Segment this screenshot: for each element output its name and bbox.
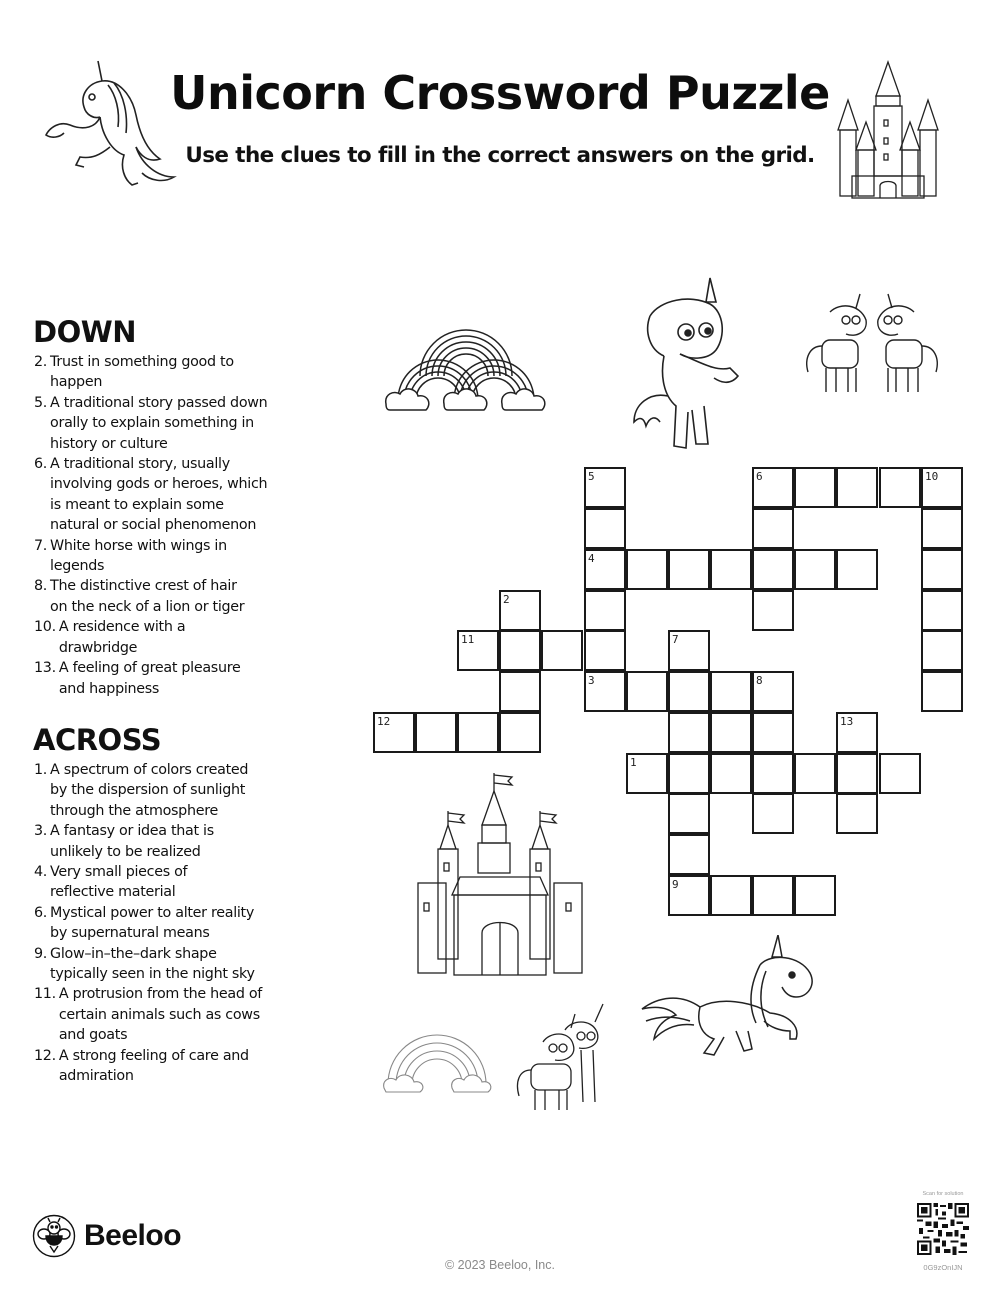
cell-letter-input[interactable] [586, 632, 624, 669]
grid-cell[interactable] [668, 793, 710, 834]
grid-cell[interactable] [626, 753, 668, 794]
cell-letter-input[interactable] [586, 510, 624, 547]
grid-cell[interactable] [710, 671, 752, 712]
cell-letter-input[interactable] [796, 469, 834, 506]
cell-letter-input[interactable] [754, 673, 792, 710]
across-clue-1: 1. A spectrum of colors created by the dispersion of sunlight through the atmosphere [34, 762, 249, 819]
grid-cell[interactable] [921, 630, 963, 671]
cell-letter-input[interactable] [417, 714, 455, 751]
cell-letter-input[interactable] [923, 510, 961, 547]
across-clue-6: 6. Mystical power to alter reality by supernatural means [34, 904, 255, 942]
grid-cell[interactable] [499, 671, 541, 712]
down-clue-5: 5. A traditional story passed down orally to explain something in history or culture [34, 394, 268, 452]
across-clue-9: 9. Glow–in–the–dark shape typically seen in the night sky [34, 945, 255, 983]
across-clue-3: 3. A fantasy or idea that is unlikely to be realized [34, 823, 214, 860]
down-heading: DOWN [33, 315, 136, 349]
cell-letter-input[interactable] [628, 673, 666, 710]
grid-cell[interactable] [626, 549, 668, 590]
cell-letter-input[interactable] [754, 551, 792, 588]
grid-cell[interactable] [879, 753, 921, 794]
cell-letter-input[interactable] [754, 795, 792, 832]
grid-cell[interactable] [836, 793, 878, 834]
grid-cell[interactable] [584, 590, 626, 631]
brand-name: Beeloo [84, 1219, 182, 1252]
page-subtitle: Use the clues to fill in the correct answers on the grid. [185, 143, 815, 168]
grid-cell[interactable] [626, 671, 668, 712]
copyright: © 2023 Beeloo, Inc. [445, 1258, 555, 1272]
cell-letter-input[interactable] [712, 551, 750, 588]
clue-number: 5 [588, 470, 595, 483]
cell-letter-input[interactable] [796, 755, 834, 792]
clue-number: 11 [461, 633, 475, 646]
grid-cell[interactable] [752, 753, 794, 794]
page-title: Unicorn Crossword Puzzle [170, 66, 830, 120]
cell-letter-input[interactable] [754, 510, 792, 547]
beeloo-logo [32, 1214, 181, 1258]
grid-cell[interactable] [836, 712, 878, 753]
cell-letter-input[interactable] [586, 551, 624, 588]
cell-letter-input[interactable] [712, 877, 750, 914]
clue-number: 6 [756, 470, 763, 483]
cell-letter-input[interactable] [923, 673, 961, 710]
grid-cell[interactable] [921, 508, 963, 549]
grid-cell[interactable] [668, 630, 710, 671]
cell-letter-input[interactable] [586, 673, 624, 710]
across-clue-12: 12. A strong feeling of care and admiration [34, 1047, 249, 1085]
grid-cell[interactable] [584, 508, 626, 549]
cell-letter-input[interactable] [881, 469, 919, 506]
grid-cell[interactable] [794, 875, 836, 916]
unicorn-standing-icon [630, 276, 748, 460]
cell-letter-input[interactable] [670, 836, 708, 873]
grid-cell[interactable] [710, 753, 752, 794]
rainbow-outline-icon [382, 1024, 492, 1094]
cell-letter-input[interactable] [501, 632, 539, 669]
grid-cell[interactable] [794, 753, 836, 794]
cell-letter-input[interactable] [670, 714, 708, 751]
grid-cell[interactable] [373, 712, 415, 753]
cell-letter-input[interactable] [459, 632, 497, 669]
clue-number: 7 [672, 633, 679, 646]
grid-cell[interactable] [584, 467, 626, 508]
cell-letter-input[interactable] [754, 592, 792, 629]
cell-letter-input[interactable] [501, 592, 539, 629]
across-clue-11: 11. A protrusion from the head of certain animals such as cows and goats [34, 986, 263, 1044]
grid-cell[interactable] [836, 549, 878, 590]
grid-cell[interactable] [457, 630, 499, 671]
cell-letter-input[interactable] [375, 714, 413, 751]
grid-cell[interactable] [499, 630, 541, 671]
grid-cell[interactable] [879, 467, 921, 508]
grid-cell[interactable] [668, 753, 710, 794]
grid-cell[interactable] [710, 712, 752, 753]
triple-rainbow-icon [384, 320, 548, 414]
grid-cell[interactable] [415, 712, 457, 753]
cell-letter-input[interactable] [712, 755, 750, 792]
grid-cell[interactable] [752, 671, 794, 712]
cell-letter-input[interactable] [670, 673, 708, 710]
cell-letter-input[interactable] [543, 632, 581, 669]
cell-letter-input[interactable] [586, 469, 624, 506]
clue-number: 10 [925, 470, 939, 483]
cell-letter-input[interactable] [670, 755, 708, 792]
grid-cell[interactable] [668, 549, 710, 590]
down-clue-7: 7. White horse with wings in legends [34, 537, 227, 575]
across-clues [34, 722, 314, 1087]
cell-letter-input[interactable] [754, 714, 792, 751]
grid-cell[interactable] [584, 671, 626, 712]
cell-letter-input[interactable] [712, 673, 750, 710]
grid-cell[interactable] [668, 671, 710, 712]
cell-letter-input[interactable] [628, 755, 666, 792]
across-clue-4: 4. Very small pieces of reflective material [34, 864, 188, 901]
grid-cell[interactable] [752, 590, 794, 631]
grid-cell[interactable] [668, 712, 710, 753]
grid-cell[interactable] [584, 630, 626, 671]
down-clue-10: 10. A residence with a drawbridge [34, 619, 186, 656]
cell-letter-input[interactable] [923, 469, 961, 506]
grid-cell[interactable] [794, 549, 836, 590]
cell-letter-input[interactable] [586, 592, 624, 629]
cell-letter-input[interactable] [754, 469, 792, 506]
bee-icon [32, 1214, 76, 1258]
down-clue-6: 6. A traditional story, usually involving gods or heroes, which is meant to explain some natural or social phenomenon [34, 456, 268, 534]
cell-letter-input[interactable] [501, 673, 539, 710]
cell-letter-input[interactable] [923, 632, 961, 669]
grid-cell[interactable] [836, 753, 878, 794]
cell-letter-input[interactable] [923, 551, 961, 588]
cell-letter-input[interactable] [501, 714, 539, 751]
cell-letter-input[interactable] [838, 714, 876, 751]
down-clue-13: 13. A feeling of great pleasure and happiness [34, 660, 241, 697]
down-clue-8: 8. The distinctive crest of hair on the neck of a lion or tiger [34, 578, 245, 615]
cell-letter-input[interactable] [881, 755, 919, 792]
cell-letter-input[interactable] [923, 592, 961, 629]
cell-letter-input[interactable] [670, 877, 708, 914]
grid-cell[interactable] [457, 712, 499, 753]
two-unicorns-icon [800, 292, 944, 400]
grid-cell[interactable] [668, 875, 710, 916]
grid-cell[interactable] [921, 549, 963, 590]
castle-large-icon [416, 773, 586, 979]
qr-code-icon[interactable] [917, 1203, 969, 1255]
clue-number: 3 [588, 674, 595, 687]
clue-number: 9 [672, 878, 679, 891]
grid-cell[interactable] [584, 549, 626, 590]
grid-cell[interactable] [499, 590, 541, 631]
grid-cell[interactable] [921, 590, 963, 631]
grid-cell[interactable] [794, 467, 836, 508]
qr-code-text: 0G9zOnIJN [923, 1263, 963, 1272]
clue-number: 8 [756, 674, 763, 687]
grid-cell[interactable] [541, 630, 583, 671]
cell-letter-input[interactable] [670, 632, 708, 669]
grid-cell[interactable] [921, 671, 963, 712]
cell-letter-input[interactable] [712, 714, 750, 751]
cell-letter-input[interactable] [670, 551, 708, 588]
cell-letter-input[interactable] [628, 551, 666, 588]
qr-caption: Scan for solution [922, 1191, 964, 1197]
grid-cell[interactable] [752, 875, 794, 916]
cell-letter-input[interactable] [796, 877, 834, 914]
cell-letter-input[interactable] [754, 877, 792, 914]
cell-letter-input[interactable] [670, 795, 708, 832]
clue-number: 4 [588, 552, 595, 565]
down-clue-2: 2. Trust in something good to happen [34, 354, 234, 391]
grid-cell[interactable] [836, 467, 878, 508]
grid-cell[interactable] [752, 712, 794, 753]
cell-letter-input[interactable] [838, 551, 876, 588]
grid-cell[interactable] [752, 508, 794, 549]
grid-cell[interactable] [921, 467, 963, 508]
grid-cell[interactable] [752, 549, 794, 590]
clue-number: 1 [630, 756, 637, 769]
grid-cell[interactable] [752, 467, 794, 508]
cell-letter-input[interactable] [838, 755, 876, 792]
unicorn-running-icon [640, 935, 824, 1057]
grid-cell[interactable] [499, 712, 541, 753]
cell-letter-input[interactable] [838, 795, 876, 832]
unicorn-pair-small-icon [515, 1002, 609, 1114]
clue-number: 12 [377, 715, 391, 728]
across-heading: ACROSS [33, 723, 162, 757]
grid-cell[interactable] [710, 549, 752, 590]
clue-number: 13 [840, 715, 854, 728]
cell-letter-input[interactable] [754, 755, 792, 792]
cell-letter-input[interactable] [796, 551, 834, 588]
cell-letter-input[interactable] [838, 469, 876, 506]
grid-cell[interactable] [710, 875, 752, 916]
cell-letter-input[interactable] [459, 714, 497, 751]
down-clues [34, 314, 314, 699]
clue-number: 2 [503, 593, 510, 606]
grid-cell[interactable] [668, 834, 710, 875]
grid-cell[interactable] [752, 793, 794, 834]
